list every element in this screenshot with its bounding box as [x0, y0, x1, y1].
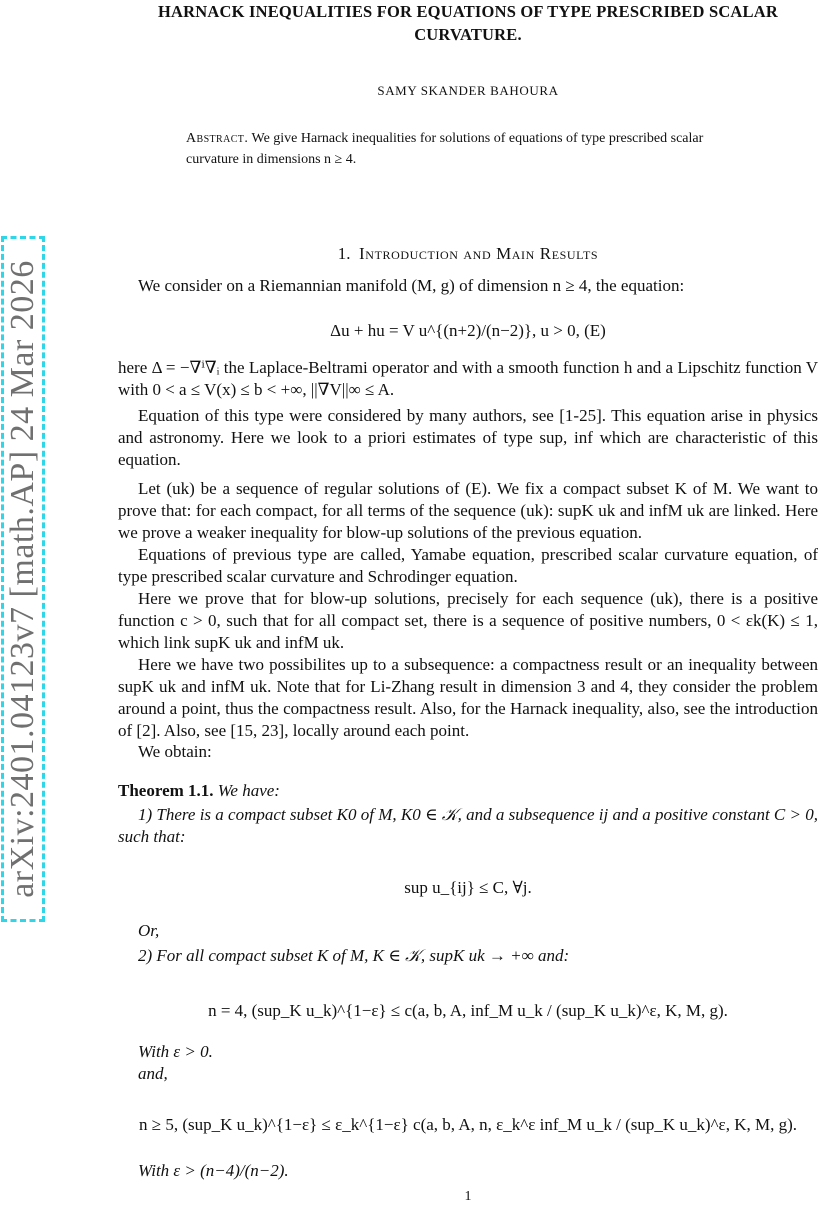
arxiv-watermark[interactable]	[1, 236, 45, 922]
theorem-part-2: 2) For all compact subset K of M, K ∈ 𝒦, supK uk → +∞ and:	[138, 946, 570, 965]
abstract	[186, 128, 756, 170]
paragraph-7: Here we have two possibilites up to a subsequence: a compactness result or an inequality between supK uk and infM uk. Note that for Li-Zhang result in dimension 3 and 4, they consider the problem around a point, thus the compactness result. Also, for the Harnack inequality, also, see the introduction of [2]. Also, see [15, 23], locally around each point.	[118, 655, 818, 740]
theorem-intro: We have:	[217, 781, 280, 800]
paragraph-2: here Δ = −∇ⁱ∇ᵢ the Laplace-Beltrami operator and with a smooth function h and a Lipschitz function V with 0 < a ≤ V(x) ≤ b < +∞, ||∇V||∞ ≤ A.	[118, 358, 818, 399]
or-text: Or,	[138, 921, 160, 940]
author-name: SAMY SKANDER BAHOURA	[377, 83, 559, 98]
section-heading	[118, 243, 818, 265]
paragraph-4: Let (uk) be a sequence of regular solutions of (E). We fix a compact subset K of M. We want to prove that: for each compact, for all terms of the sequence (uk): supK uk and infM uk are linked. Here we prove a weaker inequality for blow-up solutions of the previous equation.	[118, 479, 818, 542]
equation-n4: n = 4, (sup_K u_k)^{1−ε} ≤ c(a, b, A, inf_M u_k / (sup_K u_k)^ε, K, M, g).	[208, 1001, 728, 1020]
paragraph-5: Equations of previous type are called, Yamabe equation, prescribed scalar curvature equation, of type prescribed scalar curvature and Schrodinger equation.	[118, 545, 818, 586]
title-line-2: CURVATURE.	[414, 25, 522, 44]
theorem-label: Theorem 1.1.	[118, 781, 214, 800]
with-epsilon-2: With ε > (n−4)/(n−2).	[138, 1161, 289, 1180]
equation-E	[118, 320, 818, 342]
with-epsilon-1: With ε > 0.	[138, 1042, 213, 1061]
equation-n5: n ≥ 5, (sup_K u_k)^{1−ε} ≤ ε_k^{1−ε} c(a, b, A, n, ε_k^ε inf_M u_k / (sup_K u_k)^ε, K, M, g).	[138, 1115, 797, 1134]
paragraph-6: Here we prove that for blow-up solutions, precisely for each sequence (uk), there is a positive function c > 0, such that for all compact set, there is a sequence of positive numbers, 0 < εk(K) ≤ 1, which link supK uk and infM uk.	[118, 589, 818, 652]
equation-E-text: Δu + hu = V u^{(n+2)/(n−2)}, u > 0, (E)	[330, 321, 606, 340]
section-title: Introduction and Main Results	[359, 244, 599, 263]
paragraph-3: Equation of this type were considered by many authors, see [1-25]. This equation arise in physics and astronomy. Here we look to a priori estimates of type sup, inf which are characteristic of this equation.	[118, 406, 818, 469]
abstract-text: We give Harnack inequalities for solutions of equations of type prescribed scalar curvature in dimensions n ≥ 4.	[186, 131, 704, 167]
abstract-label: Abstract.	[186, 131, 249, 146]
title-line-1: HARNACK INEQUALITIES FOR EQUATIONS OF TYPE PRESCRIBED SCALAR	[157, 2, 778, 21]
section-number: 1.	[337, 244, 351, 263]
theorem-part-1: 1) There is a compact subset K0 of M, K0 ∈ 𝒦, and a subsequence ij and a positive constant C > 0, such that:	[118, 805, 818, 846]
page-number: 1	[464, 1189, 472, 1204]
equation-sup-bound: sup u_{ij} ≤ C, ∀j.	[404, 878, 532, 897]
arxiv-id-text: arXiv:2401.04123v7 [math.AP] 24 Mar 2026	[4, 260, 42, 898]
paper-title	[118, 0, 818, 46]
paragraph-1: We consider on a Riemannian manifold (M, g) of dimension n ≥ 4, the equation:	[138, 276, 685, 295]
theorem-heading	[118, 780, 818, 802]
paragraph-8: We obtain:	[138, 742, 212, 761]
and-text: and,	[138, 1064, 168, 1083]
